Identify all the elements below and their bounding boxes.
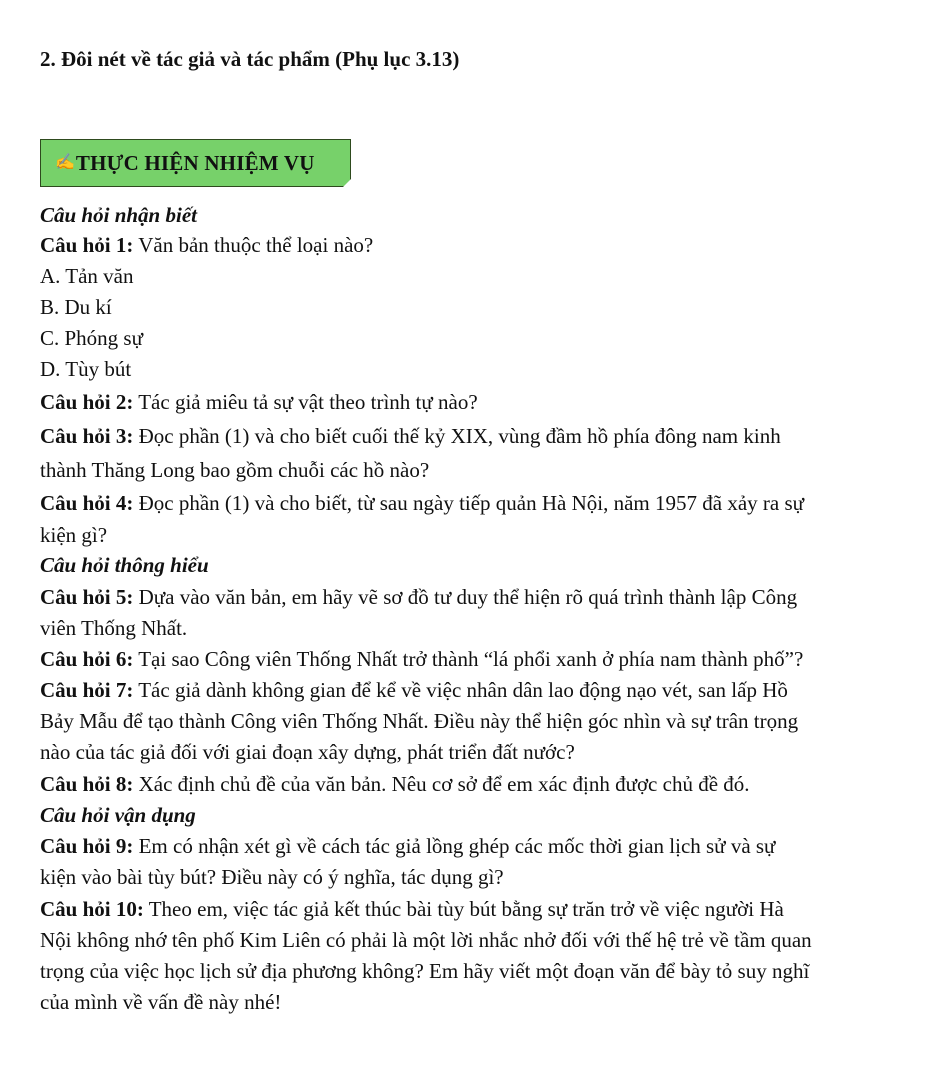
question-label: Câu hỏi 1: [40, 233, 134, 257]
question-label: Câu hỏi 9: [40, 834, 134, 858]
question-label: Câu hỏi 8: [40, 772, 134, 796]
question-text-cont: Bảy Mẫu để tạo thành Công viên Thống Nhất. Điều này thể hiện góc nhìn và sự trân trọng [40, 709, 799, 733]
option-b: B. Du kí [40, 295, 112, 319]
question-text-cont: nào của tác giả đối với giai đoạn xây dựng, phát triển đất nước? [40, 740, 575, 764]
question-4 [40, 487, 886, 550]
question-text: Đọc phần (1) và cho biết, từ sau ngày tiếp quản Hà Nội, năm 1957 đã xảy ra sự [133, 491, 805, 515]
question-text: Theo em, việc tác giả kết thúc bài tùy bút bằng sự trăn trở về việc người Hà [143, 897, 784, 921]
pen-icon: ✍ [55, 154, 75, 171]
question-label: Câu hỏi 7: [40, 678, 134, 702]
option-c: C. Phóng sự [40, 326, 143, 350]
task-banner-label: THỰC HIỆN NHIỆM VỤ [75, 150, 315, 175]
question-text-cont: thành Thăng Long bao gồm chuỗi các hồ nào? [40, 458, 430, 482]
question-text: Tại sao Công viên Thống Nhất trở thành “lá phổi xanh ở phía nam thành phố”? [133, 647, 804, 671]
question-text: Dựa vào văn bản, em hãy vẽ sơ đồ tư duy thể hiện rõ quá trình thành lập Công [133, 585, 798, 609]
subheading-thong-hieu: Câu hỏi thông hiểu [40, 553, 209, 577]
question-text: Tác giả miêu tả sự vật theo trình tự nào? [133, 390, 478, 414]
question-label: Câu hỏi 6: [40, 647, 134, 671]
question-text-cont: kiện gì? [40, 523, 108, 547]
option-d: D. Tùy bút [40, 357, 132, 381]
question-text: Tác giả dành không gian để kể về việc nhân dân lao động nạo vét, san lấp Hồ [133, 678, 788, 702]
question-10 [40, 893, 886, 1018]
section-heading: 2. Đôi nét về tác giả và tác phẩm (Phụ lục 3.13) [40, 47, 460, 71]
question-text-cont: viên Thống Nhất. [40, 616, 188, 640]
question-6 [40, 644, 886, 675]
question-label: Câu hỏi 4: [40, 491, 134, 515]
question-text: Đọc phần (1) và cho biết cuối thế kỷ XIX, vùng đầm hồ phía đông nam kinh [133, 424, 781, 448]
question-label: Câu hỏi 10: [40, 897, 144, 921]
question-label: Câu hỏi 3: [40, 424, 134, 448]
question-9 [40, 830, 886, 893]
question-text-cont: Nội không nhớ tên phố Kim Liên có phải là một lời nhắc nhở đối với thế hệ trẻ về tầm quan [40, 928, 812, 952]
question-3 [40, 419, 886, 487]
question-label: Câu hỏi 2: [40, 390, 134, 414]
subheading-nhan-biet: Câu hỏi nhận biết [40, 203, 197, 227]
subheading-van-dung: Câu hỏi vận dụng [40, 803, 196, 827]
folded-corner [342, 178, 352, 188]
task-banner [40, 139, 351, 187]
question-5 [40, 581, 886, 644]
question-text-cont: của mình về vấn đề này nhé! [40, 990, 282, 1014]
question-text: Em có nhận xét gì về cách tác giả lồng ghép các mốc thời gian lịch sử và sự [133, 834, 776, 858]
question-list [40, 200, 886, 1018]
option-a: A. Tản văn [40, 264, 134, 288]
question-1 [40, 230, 886, 261]
question-text-cont: trọng của việc học lịch sử địa phương không? Em hãy viết một đoạn văn để bày tỏ suy nghĩ [40, 959, 810, 983]
question-2 [40, 385, 886, 419]
question-7 [40, 675, 886, 768]
question-8 [40, 768, 886, 800]
question-text: Văn bản thuộc thể loại nào? [133, 233, 374, 257]
question-text: Xác định chủ đề của văn bản. Nêu cơ sở để em xác định được chủ đề đó. [133, 772, 750, 796]
question-text-cont: kiện vào bài tùy bút? Điều này có ý nghĩa, tác dụng gì? [40, 865, 504, 889]
question-label: Câu hỏi 5: [40, 585, 134, 609]
